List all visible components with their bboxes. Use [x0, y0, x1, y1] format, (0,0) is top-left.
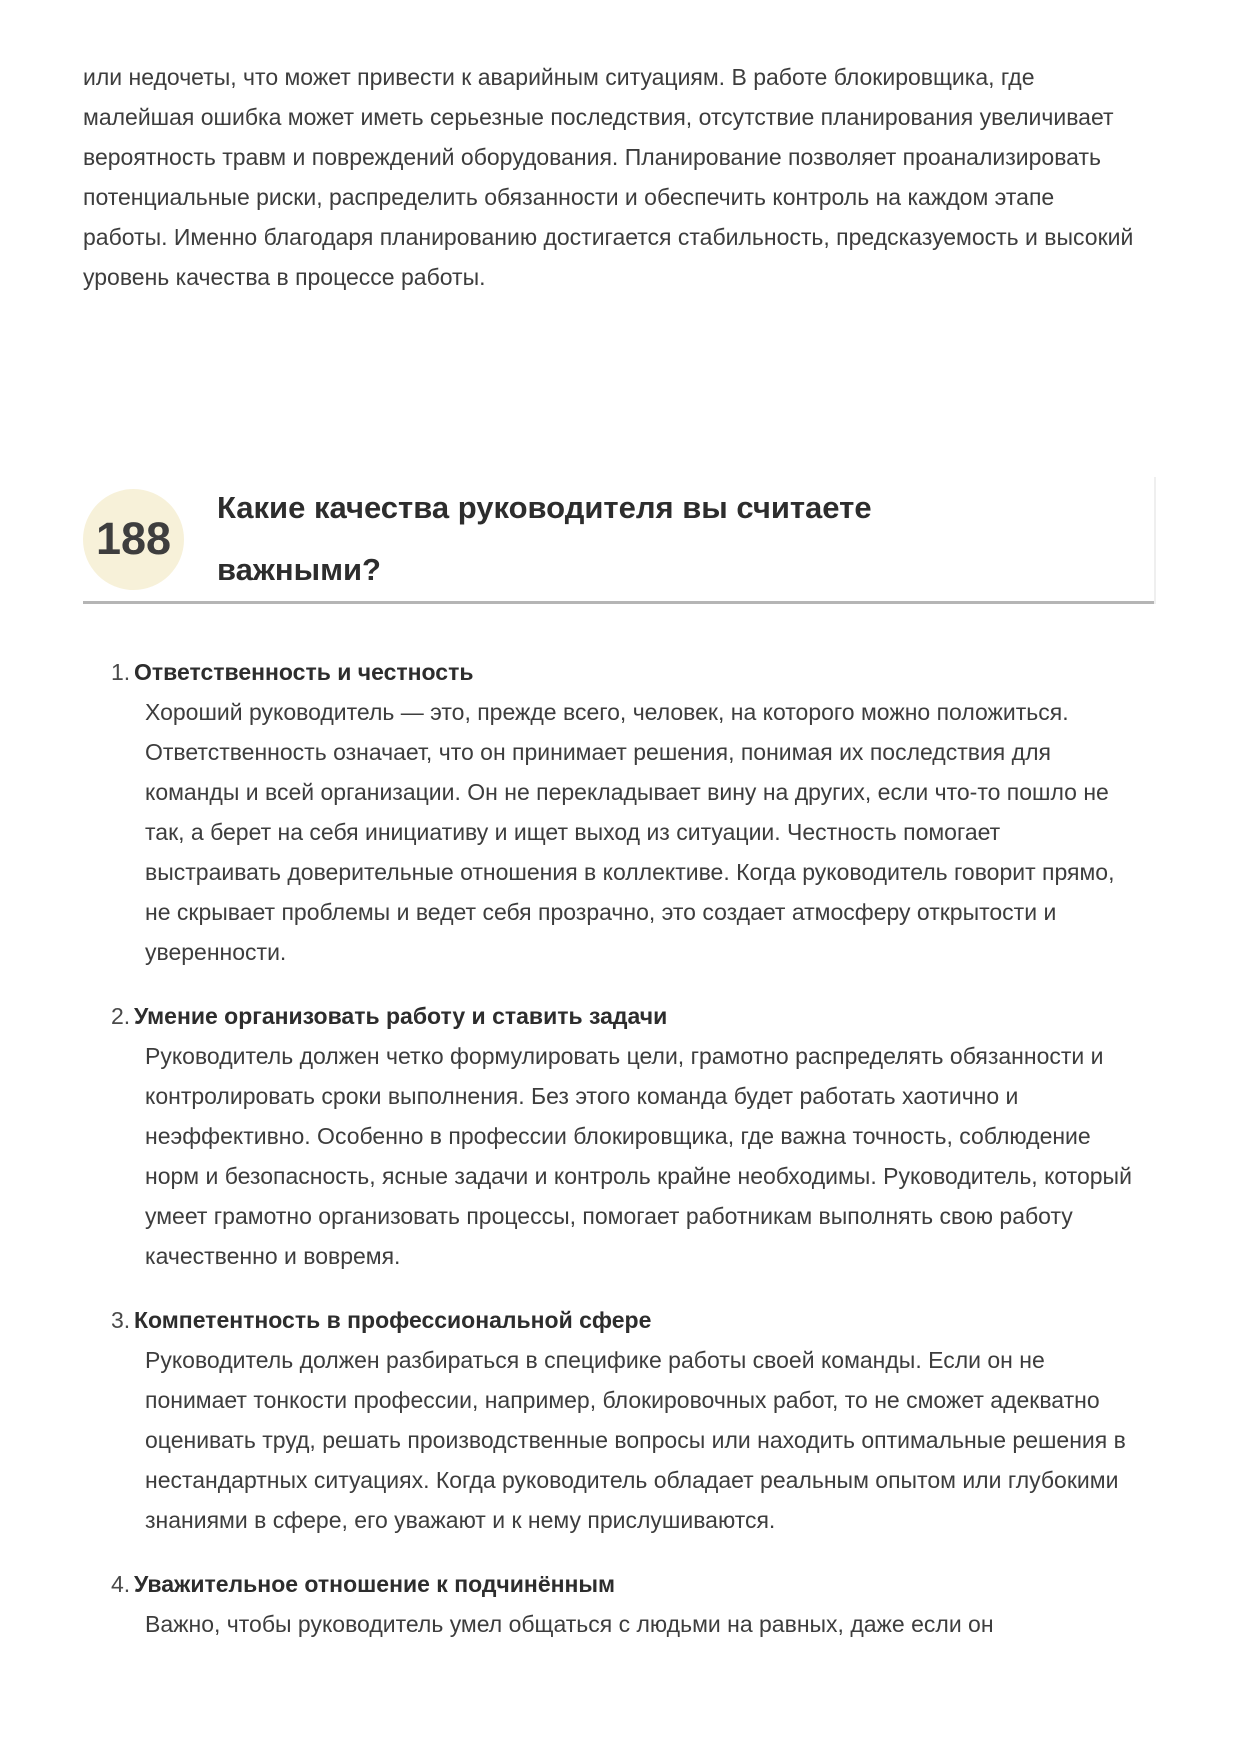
item-number: 4.	[111, 1571, 131, 1597]
item-body: Руководитель должен четко формулировать цели, грамотно распределять обязанности и контролировать сроки выполнения. Без этого команда будет работать хаотично и неэффективно. Особенно в профессии блокировщика, где важна точность, соблюдение норм и безопасность, ясные задачи и контроль крайне необходимы. Руководитель, который умеет грамотно организовать процессы, помогает работникам выполнять свою работу качественно и вовремя.	[145, 1043, 1132, 1269]
list-item	[83, 1564, 1143, 1644]
list-item	[83, 652, 1143, 972]
question-title: Какие качества руководителя вы считаете важными?	[217, 490, 872, 587]
intro-paragraph: или недочеты, что может привести к аварийным ситуациям. В работе блокировщика, где малейшая ошибка может иметь серьезные последствия, отсутствие планирования увеличивает вероятность травм и повреждений оборудования. Планирование позволяет проанализировать потенциальные риски, распределить обязанности и обеспечить контроль на каждом этапе работы. Именно благодаря планированию достигается стабильность, предсказуемость и высокий уровень качества в процессе работы.	[83, 64, 1134, 290]
item-title: Умение организовать работу и ставить задачи	[134, 1003, 668, 1029]
item-number: 1.	[111, 659, 131, 685]
item-title: Ответственность и честность	[134, 659, 474, 685]
item-number: 2.	[111, 1003, 131, 1029]
item-title: Уважительное отношение к подчинённым	[134, 1571, 616, 1597]
section-divider	[83, 601, 1154, 604]
question-number-badge: 188	[83, 489, 184, 590]
list-item	[83, 1300, 1143, 1540]
item-body: Руководитель должен разбираться в специфике работы своей команды. Если он не понимает тонкости профессии, например, блокировочных работ, то не сможет адекватно оценивать труд, решать производственные вопросы или находить оптимальные решения в нестандартных ситуациях. Когда руководитель обладает реальным опытом или глубокими знаниями в сфере, его уважают и к нему прислушиваются.	[145, 1347, 1126, 1533]
list-item	[83, 996, 1143, 1276]
item-title: Компетентность в профессиональной сфере	[134, 1307, 652, 1333]
item-body: Хороший руководитель — это, прежде всего, человек, на которого можно положиться. Ответственность означает, что он принимает решения, понимая их последствия для команды и всей организации. Он не перекладывает вину на других, если что-то пошло не так, а берет на себя инициативу и ищет выход из ситуации. Честность помогает выстраивать доверительные отношения в коллективе. Когда руководитель говорит прямо, не скрывает проблемы и ведет себя прозрачно, это создает атмосферу открытости и уверенности.	[145, 699, 1115, 965]
item-number: 3.	[111, 1307, 131, 1333]
item-body: Важно, чтобы руководитель умел общаться с людьми на равных, даже если он	[145, 1611, 994, 1637]
answers-list	[83, 652, 1143, 1644]
question-section	[83, 477, 1156, 604]
question-header	[83, 477, 1154, 601]
